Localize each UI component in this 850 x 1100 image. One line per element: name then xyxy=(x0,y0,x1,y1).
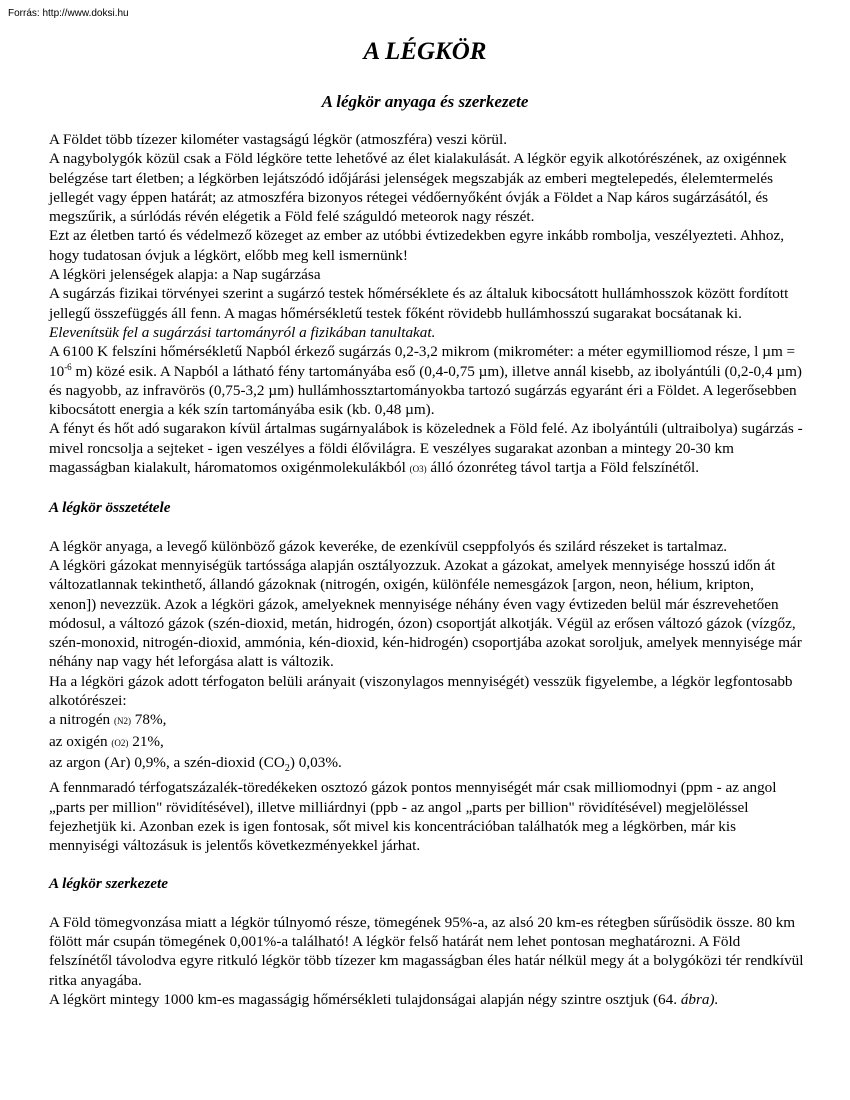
formula-subscript: 2 xyxy=(284,762,290,774)
section-paragraph: A Föld tömegvonzása miatt a légkör túlnyomó része, tömegének 95%-a, az alsó 20 km-es rétegben sűrűsödik össze. 80 km fölött már csupán tömegének 0,001%-a található! A légkör felső határát nem lehet pontosan meghatározni. A Föld felszínétől távolodva egyre ritkuló légkör több tízezer km magasságban éles határ nélkül megy át a bolygóközi tér rendkívül ritka anyagába. xyxy=(49,913,804,989)
intro-paragraph: Ezt az életben tartó és védelmező közeget az ember az utóbbi évtizedekben egyre inkább rombolja, veszélyezteti. Ahhoz, hogy tudatosan óvjuk a légkört, előbb meg kell ismernünk! xyxy=(49,227,784,264)
intro-paragraph xyxy=(49,419,804,479)
text-run: az oxigén xyxy=(49,732,112,750)
intro-paragraph: A sugárzás fizikai törvényei szerint a sugárzó testek hőmérséklete és az általuk kibocsátott hullámhosszok között fordított jellegű összefüggés áll fenn. A magas hőmérsékletű testek főként rövidebb hullámhosszú sugarakat bocsátanak ki. xyxy=(49,285,789,322)
text-run: álló ózonréteg távol tartja a Föld felszínétől. xyxy=(426,459,700,477)
text-run: 21%, xyxy=(128,732,164,750)
text-run: A légkört mintegy 1000 km-es magasságig hőmérsékleti tulajdonságai alapján négy szintre osztjuk (64. xyxy=(49,990,681,1008)
formula-subscript: (N2) xyxy=(113,716,131,727)
intro-paragraph xyxy=(49,342,804,419)
formula-subscript: (O2) xyxy=(111,737,129,748)
section-paragraph: Ha a légköri gázok adott térfogaton belüli arányait (viszonylagos mennyiségét) vesszük figyelembe, a légkör legfontosabb alkotórészei: xyxy=(49,672,793,710)
document-body xyxy=(49,130,804,1009)
page-subtitle: A légkör anyaga és szerkezete xyxy=(321,92,529,111)
section-paragraph xyxy=(49,990,804,1009)
intro-paragraph: A Földet több tízezer kilométer vastagságú légkör (atmoszféra) veszi körül. xyxy=(49,131,508,148)
composition-line-oxygen xyxy=(49,732,804,753)
text-run: m) közé esik. A Napból a látható fény tartományába eső (0,4-0,75 µm), illetve annál kisebb, az ibolyántúli (0,2-0,4 µm) és nagyobb, az infravörös (0,75-3,2 µm) hullámhossztartományokba tartozó sugárzás egyaránt éri a Földet. A legerősebben kibocsátott energia a kék szín tartományába esik (kb. 0,48 µm). xyxy=(49,362,802,419)
text-run: az argon (Ar) 0,9%, a szén-dioxid (CO xyxy=(49,753,285,771)
formula-subscript: (O3) xyxy=(409,464,427,475)
figure-reference: ábra). xyxy=(680,990,719,1008)
source-note: Forrás: http://www.doksi.hu xyxy=(8,8,129,19)
text-run: 78%, xyxy=(130,711,167,729)
text-run: a nitrogén xyxy=(49,711,114,729)
page-title: A LÉGKÖR xyxy=(363,38,487,65)
section-heading: A légkör szerkezete xyxy=(49,875,168,893)
section-paragraph: A fennmaradó térfogatszázalék-töredékeken osztozó gázok pontos mennyiségét már csak milliomodnyi (ppm - az angol „parts per million" rövidítésével), illetve milliárdnyi (ppb - az angol „parts per billion" rövidítésével) megjelöléssel fejezhetjük ki. Azonban ezek is igen fontosak, sőt mivel kis koncentrációban találhatók meg a légkörben, már kis mennyiségi változásuk is jelentős következményekkel járhat. xyxy=(49,779,777,855)
intro-italic-note: Elevenítsük fel a sugárzási tartományról a fizikában tanultakat. xyxy=(49,323,436,341)
section-paragraph: A légköri gázokat mennyiségük tartóssága alapján osztályozzuk. Azokat a gázokat, amelyek mennyisége hosszú időn át változatlannak tekinthető, állandó gázoknak (nitrogén, oxigén, különféle nemesgázok [argon, neon, hélium, kripton, xenon]) nevezzük. Azok a légköri gázok, amelyeknek mennyisége néhány éven vagy évtizeden belül már észrevehetően módosul, a változó gázok (szén-dioxid, metán, hidrogén, ózon) csoportját alkotják. Végül az erősen változó gázok (vízgőz, szén-monoxid, nitrogén-dioxid, ammónia, kén-dioxid, kén-hidrogén) csoportjába azokat soroljuk, amelyek mennyisége már néhány nap vagy hét leforgása alatt is változik. xyxy=(49,556,802,671)
composition-line-argon xyxy=(49,753,804,778)
text-run: A fényt és hőt adó sugarakon kívül ártalmas sugárnyalábok is közelednek a Föld felé. Az ibolyántúli (ultraibolya) sugárzás - mivel roncsolja a sejteket - igen veszélyes a földi élővilágra. E veszélyes sugarakat azonban a mintegy 20-30 km magasságban kialakult, háromatomos oxigénmolekulákból xyxy=(49,420,803,477)
composition-line-nitrogen xyxy=(49,710,804,731)
text-run: ) 0,03%. xyxy=(289,753,342,771)
text-run: A 6100 K felszíni hőmérsékletű Napból érkező sugárzás 0,2-3,2 mikrom (mikrométer: a méter egymilliomod része, l µm = 10 xyxy=(49,343,796,380)
exponent: -6 xyxy=(64,361,72,372)
section-heading: A légkör összetétele xyxy=(49,499,171,517)
intro-paragraph: A nagybolygók közül csak a Föld légköre tette lehetővé az élet kialakulását. A légkör egyik alkotórészének, az oxigénnek belégzése tart életben; a légkörben lejátszódó időjárási jelenségek megszabják az emberi megtelepedés, élelemtermelés jellegét vagy éppen határát; az atmoszféra bizonyos rétegei védőernyőként óvják a Földet a Nap káros sugárzásától, és megszűrik, a súrlódás révén elégetik a Föld felé száguldó meteorok nagy részét. xyxy=(49,150,787,226)
intro-paragraph: A légköri jelenségek alapja: a Nap sugárzása xyxy=(49,266,321,284)
section-paragraph: A légkör anyaga, a levegő különböző gázok keveréke, de ezenkívül cseppfolyós és szilárd részeket is tartalmaz. xyxy=(49,537,728,555)
